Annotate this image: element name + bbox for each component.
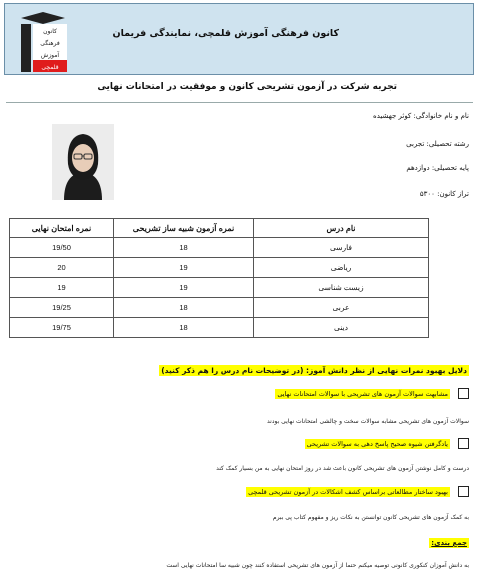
mock-score-cell: 18 xyxy=(114,318,254,338)
svg-text:آموزش: آموزش xyxy=(40,52,60,59)
final-score-cell: 19/25 xyxy=(10,298,114,318)
reason-2-detail: درست و کامل نوشتن آزمون های تشریحی کانون باعث شد در روز امتحان نهایی به من بسیار کمک کند xyxy=(216,465,469,472)
subject-cell: زیست شناسی xyxy=(254,278,429,298)
student-name: نام و نام خانوادگی: کوثر جهشیده xyxy=(373,112,469,120)
grades-table xyxy=(9,218,429,338)
table-row xyxy=(10,298,429,318)
reason-option-1[interactable] xyxy=(275,388,469,399)
final-score-cell: 19/50 xyxy=(10,238,114,258)
final-score-cell: 19/75 xyxy=(10,318,114,338)
mock-score-cell: 18 xyxy=(114,298,254,318)
svg-text:قلمچی: قلمچی xyxy=(41,64,59,71)
reason-1-label: مشابهت سوالات آزمون های تشریحی با سوالات امتحانات نهایی xyxy=(277,389,448,398)
subject-cell: فارسی xyxy=(254,238,429,258)
header-banner xyxy=(4,3,474,75)
student-score: تراز کانون: ۵۳۰۰ xyxy=(419,190,469,198)
table-header-row xyxy=(10,219,429,238)
final-score-cell: 19 xyxy=(10,278,114,298)
subject-cell: ریاضی xyxy=(254,258,429,278)
reason-3-detail: به کمک آزمون های تشریحی کانون توانستن به نکات ریز و مفهوم کتاب پی ببرم xyxy=(272,514,469,521)
svg-text:فرهنگی: فرهنگی xyxy=(40,40,60,47)
reason-2-checkbox[interactable] xyxy=(458,438,469,449)
student-field: رشته تحصیلی: تجربی xyxy=(406,140,469,148)
table-row xyxy=(10,238,429,258)
reason-option-2[interactable] xyxy=(305,438,469,449)
document-title: تجربه شرکت در آزمون تشریحی کانون و موفقیت در امتحانات نهایی xyxy=(97,82,397,92)
reason-3-label: بهبود ساختار مطالعاتی براساس کشف اشکالات در آزمون تشریحی قلمچی xyxy=(248,487,448,496)
mock-score-cell: 19 xyxy=(114,278,254,298)
kanoon-logo xyxy=(15,10,71,74)
column-header: نمره امتحان نهایی xyxy=(10,219,114,238)
summary-label: جمع بندی: xyxy=(431,539,467,547)
table-row xyxy=(10,318,429,338)
reasons-heading: دلایل بهبود نمرات نهایی از نظر دانش آموز: (در توضیحات نام درس را هم ذکر کنید) xyxy=(161,366,467,375)
summary-text: به دانش آموزان کنکوری کانونی توصیه میکنم حتما از آزمون های تشریحی استفاده کنند چون شبیه سا امتحانات نهایی است xyxy=(166,562,469,569)
mock-score-cell: 18 xyxy=(114,238,254,258)
org-title: کانون فرهنگی آموزش قلمچی، نمایندگی فریمان xyxy=(112,28,339,39)
subject-cell: دینی xyxy=(254,318,429,338)
subject-cell: عربی xyxy=(254,298,429,318)
student-photo xyxy=(52,124,114,200)
student-grade-level: پایه تحصیلی: دوازدهم xyxy=(406,164,469,172)
column-header: نام درس xyxy=(254,219,429,238)
svg-text:کانون: کانون xyxy=(43,28,57,35)
mock-score-cell: 19 xyxy=(114,258,254,278)
reason-option-3[interactable] xyxy=(246,486,469,497)
column-header: نمره آزمون شبیه ساز تشریحی xyxy=(114,219,254,238)
table-row xyxy=(10,278,429,298)
reason-1-checkbox[interactable] xyxy=(458,388,469,399)
reason-3-checkbox[interactable] xyxy=(458,486,469,497)
table-row xyxy=(10,258,429,278)
reason-1-detail: سوالات آزمون های تشریحی مشابه سوالات سخت و چالشی امتحانات نهایی بودند xyxy=(267,418,469,425)
title-divider xyxy=(6,102,473,103)
final-score-cell: 20 xyxy=(10,258,114,278)
reason-2-label: یادگرفتن شیوه صحیح پاسخ دهی به سوالات تشریحی xyxy=(306,439,448,448)
